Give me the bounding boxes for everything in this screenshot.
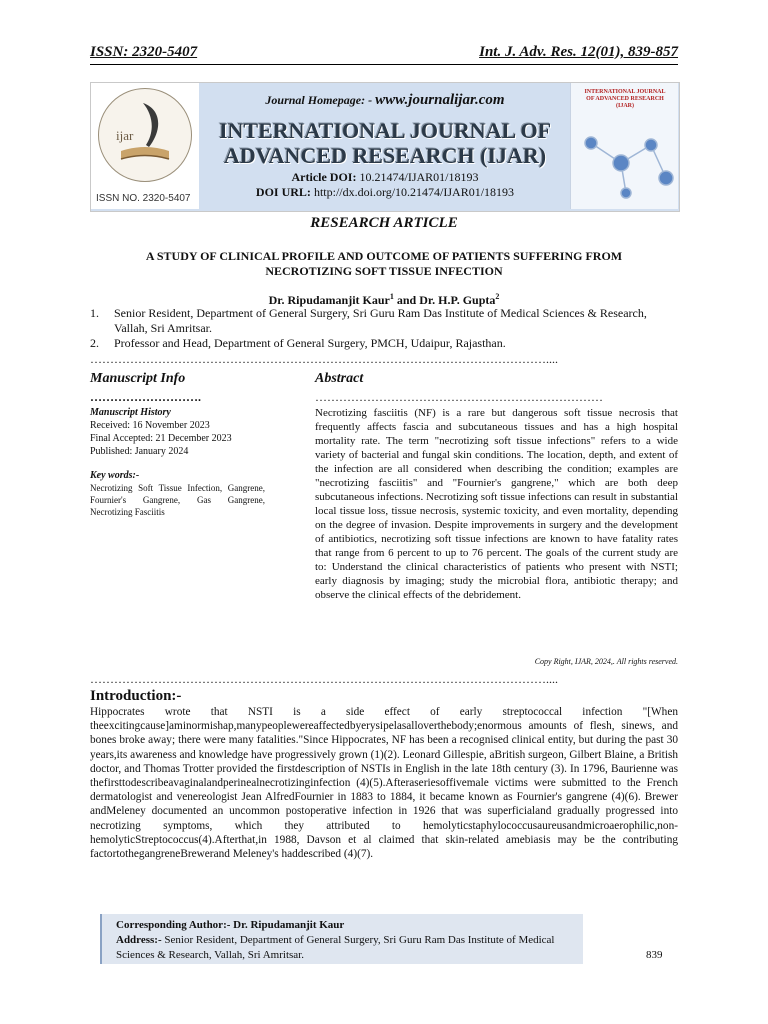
- journal-citation: Int. J. Adv. Res. 12(01), 839-857: [479, 44, 678, 60]
- homepage-label: Journal Homepage: -: [265, 93, 373, 107]
- doi-url-link[interactable]: http://dx.doi.org/10.21474/IJAR01/18193: [313, 185, 515, 199]
- doi-block: [200, 170, 570, 200]
- affiliation-number: 2.: [90, 336, 99, 350]
- author-2-affil: 2: [495, 292, 500, 301]
- history-label: Manuscript History: [90, 407, 171, 418]
- journal-homepage: [200, 92, 570, 109]
- cover-title: INTERNATIONAL JOURNAL OF ADVANCED RESEARCH (IJAR): [584, 89, 666, 109]
- published-date: Published: January 2024: [90, 446, 189, 457]
- author-1: Dr. Ripudamanjit Kaur: [268, 293, 390, 307]
- accepted-date: Final Accepted: 21 December 2023: [90, 433, 232, 444]
- dotted-divider: ……………………………………………………………………………………………………....: [90, 352, 558, 366]
- affiliation-number: 1.: [90, 306, 99, 320]
- manuscript-history: [90, 406, 265, 518]
- running-header: [90, 44, 678, 65]
- doi-url-label: DOI URL:: [255, 185, 311, 199]
- journal-logo: [98, 88, 192, 182]
- affiliation-text: Senior Resident, Department of General Surgery, Sri Guru Ram Das Institute of Medical Sciences & Research, Vallah, Sri Amritsar.: [114, 306, 647, 335]
- abstract-heading: Abstract: [315, 371, 364, 386]
- paper-title-line2: NECROTIZING SOFT TISSUE INFECTION: [265, 264, 503, 278]
- article-doi: 10.21474/IJAR01/18193: [359, 170, 479, 184]
- logo-issn: ISSN NO. 2320-5407: [96, 193, 191, 204]
- corresponding-author-label: Corresponding Author:- Dr. Ripudamanjit Kaur: [116, 919, 345, 931]
- journal-title-line1: INTERNATIONAL JOURNAL OF: [218, 118, 552, 143]
- homepage-link[interactable]: www.journalijar.com: [375, 92, 505, 108]
- address-label: Address:-: [116, 934, 162, 946]
- paper-title-line1: A STUDY OF CLINICAL PROFILE AND OUTCOME OF PATIENTS SUFFERING FROM: [145, 249, 623, 263]
- keywords-label: Key words:-: [90, 470, 140, 481]
- author-1-affil: 1: [389, 292, 394, 301]
- journal-title: [200, 118, 570, 168]
- article-type: RESEARCH ARTICLE: [310, 215, 458, 231]
- dotted-divider: ………………………………………………………………: [315, 390, 603, 404]
- address-text: Senior Resident, Department of General Surgery, Sri Guru Ram Das Institute of Medical Sciences & Research, Vallah, Sri Amritsar.: [116, 934, 555, 961]
- page-number: 839: [646, 949, 663, 961]
- article-doi-label: Article DOI:: [291, 170, 357, 184]
- corresponding-author-box: [100, 914, 583, 964]
- dotted-divider: ……………………….: [90, 390, 201, 404]
- affiliation-item: [90, 336, 678, 351]
- copyright-notice: Copy Right, IJAR, 2024,. All rights reserved.: [534, 657, 678, 666]
- affiliation-text: Professor and Head, Department of General Surgery, PMCH, Udaipur, Rajasthan.: [114, 336, 506, 350]
- author-2: Dr. H.P. Gupta: [419, 293, 496, 307]
- manuscript-info-heading: Manuscript Info: [90, 371, 186, 386]
- introduction-text: Hippocrates wrote that NSTI is a side effect of early streptococcal infection "[When theexcitingcause]aminormishap,manypeoplewereaffectedbyerysipelasalloverthebody;enormous amounts of flesh, sinews, and bones broke away; there were many fatalities."Since Hippocrates, NF has been a recognised clinical entity, but during the past 30 years,its awareness and knowledge have progressively grown (1)(2). Leonard Gillespie, aBritish surgeon, Gilbert Blaine, a British doctor, and Thomas Trotter provided the firstdescription of NSTIs in English in the late 18th century (3). In 1796, Baurienne was thefirsttodescribeavaginalandperinealnecrotizinginfection (4)(5).Afteraseriesoffivemale victims were submitted to the French dermatologist and venereologist Jean AlfredFournier in 1883 to 1884, it became known as Fournier's gangrene (4)(6). Brewer andMeleney documented an uncommon postoperative infection in 1926 that was superficialand gradually progressed into necrotizing symptoms, which they attributed to hemolyticstaphylococcusaureusandmicroaerophilic,non-hemolyticStreptococcus(4).Afterthat,in 1988, Davson et al claimed that skin-related amebiasis may be the contributing factortothegangreneBrewerand Meleney's haddescribed (4)(7).: [90, 706, 678, 861]
- logo-text: ijar: [116, 128, 134, 143]
- journal-title-line2: ADVANCED RESEARCH (IJAR): [223, 143, 547, 168]
- keywords-text: Necrotizing Soft Tissue Infection, Gangrene, Fournier's Gangrene, Gas Gangrene, Necrotizing Fasciitis: [90, 483, 265, 517]
- dotted-divider: ……………………………………………………………………………………………………....: [90, 672, 558, 686]
- paper-title: [110, 249, 658, 279]
- author-and: and: [393, 293, 420, 307]
- introduction-heading: Introduction:-: [90, 688, 182, 704]
- received-date: Received: 16 November 2023: [90, 420, 210, 431]
- affiliations: [90, 306, 678, 351]
- quill-book-icon: [99, 89, 191, 181]
- abstract-text: Necrotizing fasciitis (NF) is a rare but dangerous soft tissue necrosis that frequently affects fascia and subcutaneous tissues and has a high hospital mortality rate. The term "necrotizing soft tissue infections" refers to a wide variety of bacterial and fungal skin conditions. The location, depth, and extent of the infection are all considered when describing the condition; examples are "necrotizing fasciitis" and "Fournier's gangrene," which are both deep subcutaneous infections. Necrotizing soft tissue infections can result in substantial local tissue loss, tissue necrosis, systemic toxicity, and even mortality, depending on the degree of invasion. Despite improvements in surgery and the development of antibiotics, necrotizing soft tissue infections are known to have fatality rates that range from 6 percent to up to 76 percent. The goals of the current study are to: Understand the clinical characteristics of patients who present with NSTI; early diagnosis by imaging; study the microbial flora, antibiotic therapy; and observe the clinical effects of the debridement.: [315, 407, 678, 601]
- issn-label: ISSN: 2320-5407: [90, 44, 198, 60]
- affiliation-item: [90, 306, 678, 336]
